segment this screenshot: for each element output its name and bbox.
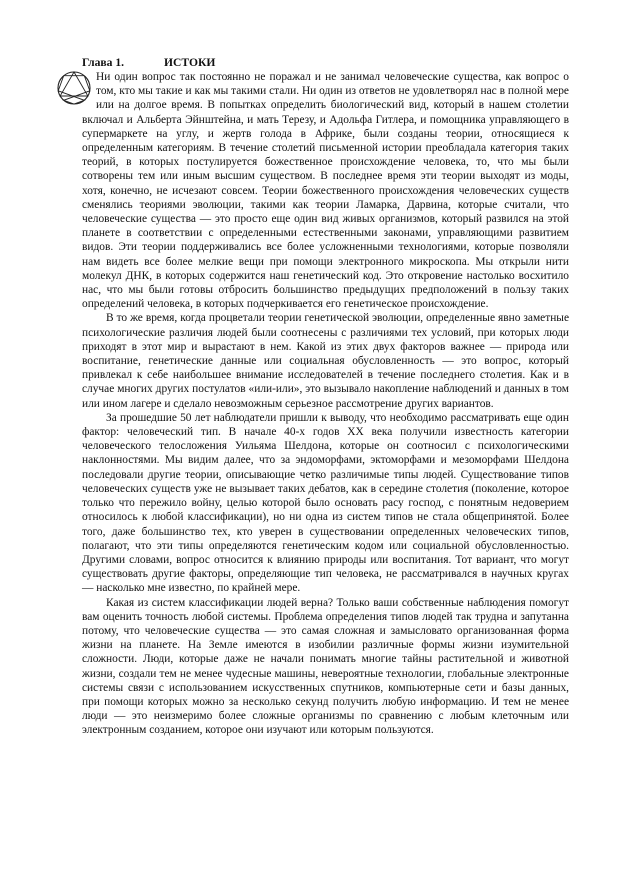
enneagram-icon xyxy=(56,68,92,108)
paragraph-2: В то же время, когда процветали теории генетической эволюции, определенные явно заметные психологические различия людей были соотнесены с различиями тех условий, при которых люди приходят в этот мир и вырастают в нем. Какой из этих двух факторов важнее — природа или воспитание, генетические данные или социальная обусловленность — это вопрос, который привлекал к себе наибольшее внимание исследователей в течение последнего столетия. Как и в случае многих других постулатов «или-или», это вызывало накопление наблюдений и данных в том или ином лагере и сделало невозможным серьезное рассмотрение других вариантов. xyxy=(82,312,569,410)
chapter-number: Глава 1. xyxy=(82,56,125,69)
document-page xyxy=(82,56,569,738)
paragraph-1: Ни один вопрос так постоянно не поражал и не занимал человеческие существа, как вопрос о том, кто мы такие и как мы такими стали. Ни один из ответов не удовлетворял нас в полной мере или на долгое время. В попытках определить биологический вид, который в нашем столетии включал и Альберта Эйнштейна, и мать Терезу, и Адольфа Гитлера, и помощника управляющего в супермаркете на углу, и жертв голода в Африке, были созданы теории, относящиеся к определенным категориям. В течение столетий письменной истории преобладала категория таких теорий, в которых постулируется божественное происхождение человека, то, что мы были сотворены тем или иным высшим существом. В последнее время эти теории выходят из моды, хотя, конечно, не исчезают совсем. Теории божественного происхождения человеческих существ сменялись теориями эволюции, такими как теории Ламарка, Дарвина, которые считали, что человеческие существа — это просто еще один вид живых организмов, который развился на этой планете в соответствии с определенными естественными законами, управляющими развитием видов. Эти теории поддерживались все более усложненными технологиями, которые позволяли нам видеть все более мелкие вещи при помощи электронного микроскопа. Мы открыли нити молекул ДНК, в которых содержится наш генетический код. Это откровение настолько восхитило нас, что мы были готовы отбросить большинство предыдущих предположений в пользу таких определений человека, в которых подчеркивается его генетическое происхождение. xyxy=(82,70,569,311)
paragraph-3: За прошедшие 50 лет наблюдатели пришли к выводу, что необходимо рассматривать еще один фактор: человеческий тип. В начале 40-х годов XX века получили известность категории человеческого телосложения Уильяма Шелдона, которые он соотносил с психологическими наклонностями. Мы видим далее, что за эндоморфами, эктоморфами и мезоморфами Шелдона последовали другие теории, описывающие четко различимые типы людей. Существование типов человеческих существ уже не вызывает таких дебатов, как в середине столетия (поколение, которое только что пережило войну, целью которой было основать расу господ, с понятным недоверием относилось к любой классификации), но ни одна из систем типов не стала общепринятой. Более того, даже большинство тех, кто уверен в существовании определенных человеческих типов, полагают, что эти типы определяются генетическим кодом или социальной обусловленностью. Другими словами, вопрос относится к влиянию природы или воспитания. Тот вариант, что могут существовать другие факторы, определяющие тип человека, не рассматривался в научных кругах — насколько мне известно, по крайней мере. xyxy=(82,411,569,595)
chapter-heading xyxy=(82,56,569,70)
paragraph-4: Какая из систем классификации людей верна? Только ваши собственные наблюдения помогут вам оценить точность любой системы. Проблема определения типов людей так трудна и запутанна потому, что человеческие существа — это самая сложная и замысловато организованная форма жизни на планете. На Земле имеются в изобилии различные формы жизни изумительной сложности. Люди, которые даже не начали понимать многие тайны растительной и животной жизни, создали тем не менее чудесные машины, невероятные технологии, глобальные электронные системы связи с использованием искусственных спутников, компьютерные сети и базы данных, при помощи которых можно за несколько секунд получить любую информацию. И тем не менее люди — это неизмеримо более сложные организмы по сравнению с любым клеточным или электронным созданием, которое они изучают или которым пользуются. xyxy=(82,596,569,737)
chapter-title: ИСТОКИ xyxy=(164,56,216,69)
